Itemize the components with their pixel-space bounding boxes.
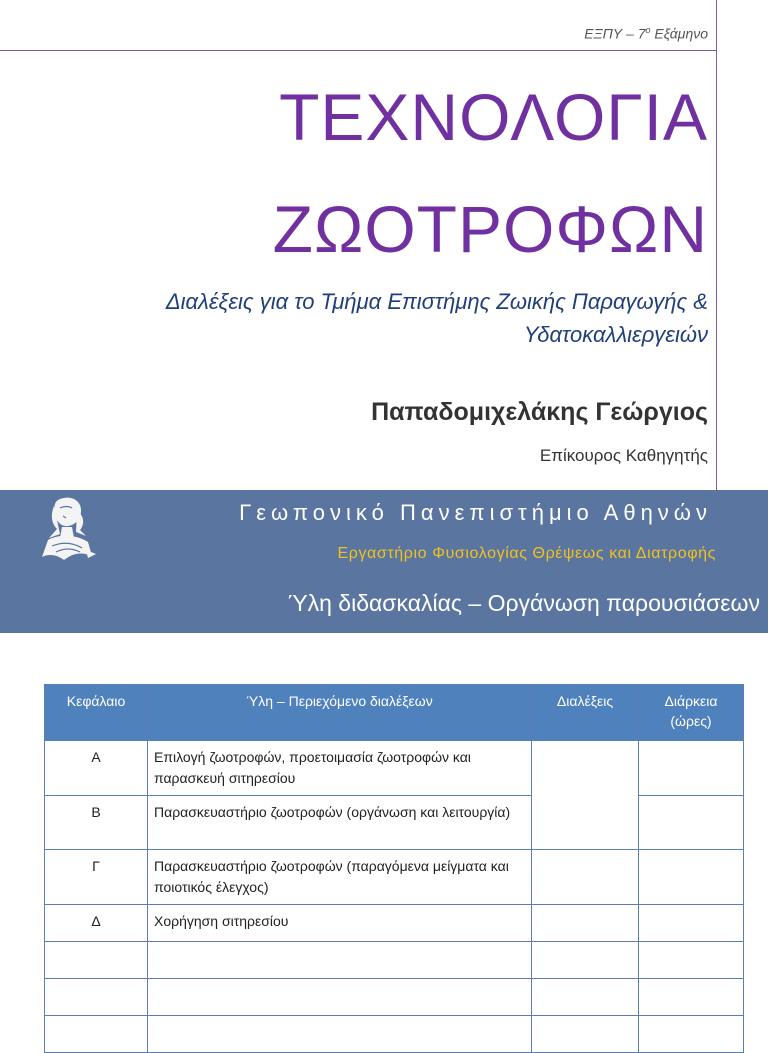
university-name: Γεωπονικό Πανεπιστήμιο Αθηνών	[239, 500, 712, 525]
empty-cell	[532, 1016, 639, 1053]
empty-cell	[45, 979, 148, 1016]
chapter-code: Δ	[45, 905, 148, 942]
title-line-1: ΤΕΧΝΟΛΟΓΙΑ	[279, 80, 708, 154]
table-row	[45, 741, 744, 796]
chapter-content: Επιλογή ζωοτροφών, προετοιμασία ζωοτροφών και παρασκευή σιτηρεσίου	[148, 741, 532, 796]
table-row	[45, 905, 744, 942]
chapter-code: Γ	[45, 850, 148, 905]
duration-cell	[639, 905, 744, 942]
lectures-header: Διαλέξεις	[532, 685, 639, 741]
empty-cell	[639, 1016, 744, 1053]
duration-header	[639, 685, 744, 741]
duration-cell	[639, 796, 744, 850]
subtitle	[28, 285, 708, 351]
chapter-content: Χορήγηση σιτηρεσίου	[148, 905, 532, 942]
subtitle-line-1: Διαλέξεις για το Τμήμα Επιστήμης Ζωικής Παραγωγής &	[165, 289, 708, 314]
duration-cell	[639, 850, 744, 905]
chapter-content: Παρασκευαστήριο ζωοτροφών (παραγόμενα μείγματα και ποιοτικός έλεγχος)	[148, 850, 532, 905]
author-position: Επίκουρος Καθηγητής	[539, 446, 708, 465]
duration-header-line-2: (ώρες)	[670, 713, 712, 729]
lab-name: Εργαστήριο Φυσιολογίας Θρέψεως και Διατροφής	[337, 545, 716, 562]
empty-cell	[148, 942, 532, 979]
syllabus-table	[44, 684, 744, 1053]
chapter-code: Α	[45, 741, 148, 796]
table-row	[45, 796, 744, 850]
semester-label: ΕΞΠΥ – $7^o$ Εξάμηνο	[584, 25, 708, 42]
empty-cell	[45, 1016, 148, 1053]
duration-cell	[639, 741, 744, 796]
empty-cell	[148, 1016, 532, 1053]
table-row	[45, 1016, 744, 1053]
subtitle-line-2: Υδατοκαλλιεργειών	[523, 322, 708, 347]
header-rule	[0, 50, 716, 51]
duration-header-line-1: Διάρκεια	[664, 693, 718, 709]
table-row	[45, 850, 744, 905]
lectures-cell	[532, 741, 639, 850]
title-line-2: ΖΩΟΤΡΟΦΩΝ	[272, 192, 708, 266]
table-row	[45, 942, 744, 979]
empty-cell	[532, 942, 639, 979]
university-seal-icon	[36, 494, 98, 564]
empty-cell	[45, 942, 148, 979]
empty-cell	[532, 979, 639, 1016]
chapter-content: Παρασκευαστήριο ζωοτροφών (οργάνωση και λειτουργία)	[148, 796, 532, 850]
chapter-code: Β	[45, 796, 148, 850]
vertical-rule	[716, 0, 717, 490]
lectures-cell	[532, 905, 639, 942]
empty-cell	[639, 979, 744, 1016]
table-row	[45, 979, 744, 1016]
author-name: Παπαδομιχελάκης Γεώργιος	[371, 398, 708, 426]
table-header-row	[45, 685, 744, 741]
chapter-header: Κεφάλαιο	[45, 685, 148, 741]
empty-cell	[148, 979, 532, 1016]
lectures-cell	[532, 850, 639, 905]
content-header: Ύλη – Περιεχόμενο διαλέξεων	[148, 685, 532, 741]
section-title: Ύλη διδασκαλίας – Οργάνωση παρουσιάσεων	[287, 590, 760, 616]
empty-cell	[639, 942, 744, 979]
